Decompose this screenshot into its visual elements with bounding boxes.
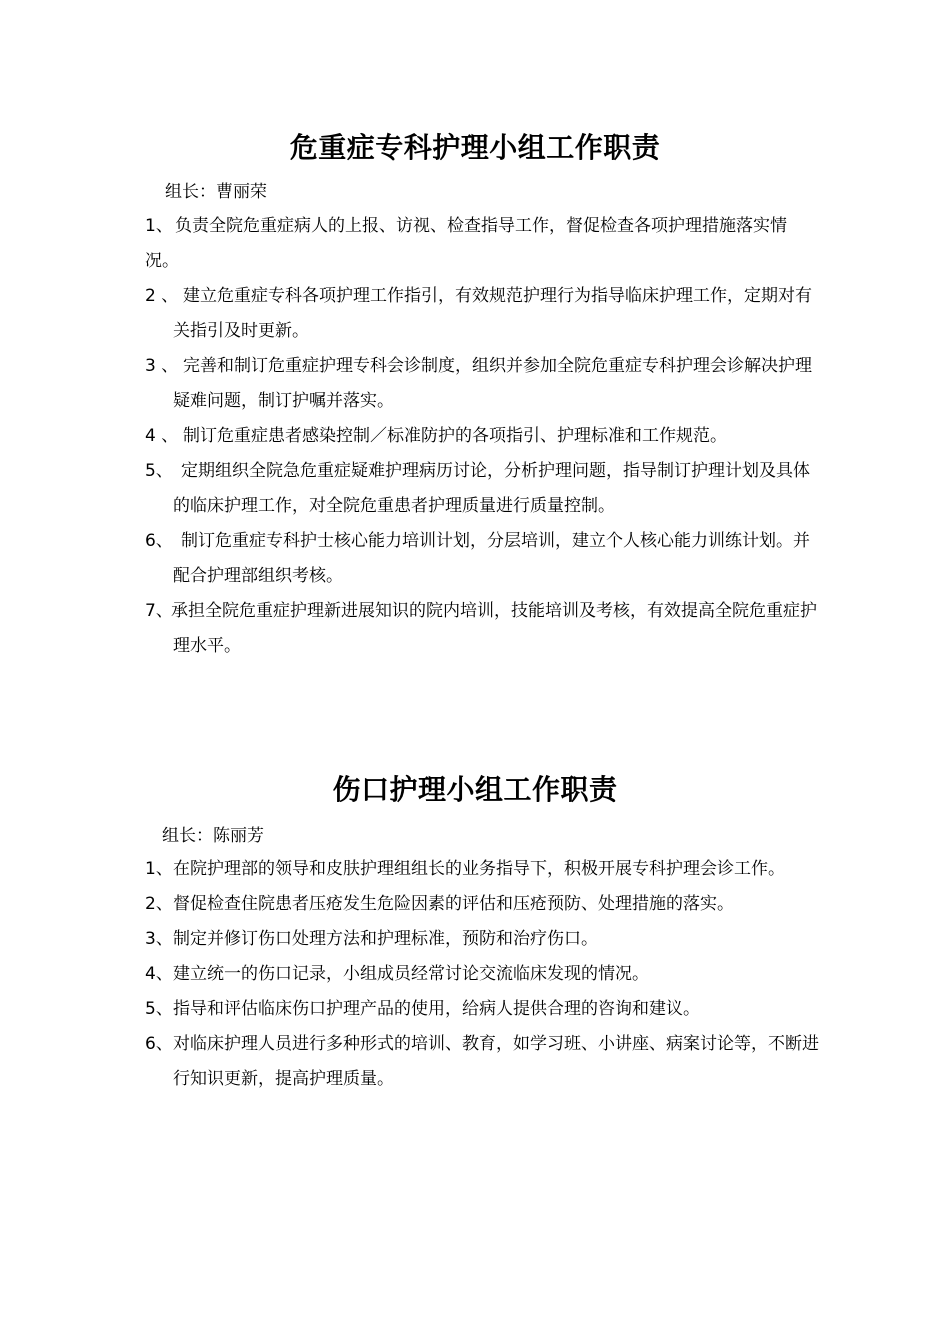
item-text: 制订危重症专科护士核心能力培训计划，分层培训，建立个人核心能力训练计划。并配合护理部组织考核。 xyxy=(173,531,810,586)
item-text: 指导和评估临床伤口护理产品的使用，给病人提供合理的咨询和建议。 xyxy=(173,999,700,1019)
critical-care-section xyxy=(0,130,950,664)
item-text: 督促检查住院患者压疮发生危险因素的评估和压疮预防、处理措施的落实。 xyxy=(173,894,734,914)
duty-item xyxy=(145,279,820,349)
duty-item xyxy=(145,349,820,419)
item-text: 承担全院危重症护理新进展知识的院内培训，技能培训及考核，有效提高全院危重症护理水平。 xyxy=(171,601,817,656)
item-number: 5、 xyxy=(145,999,173,1019)
team-leader: 组长：曹丽荣 xyxy=(165,182,267,202)
team-leader: 组长：陈丽芳 xyxy=(162,826,264,846)
item-number: 2 、 xyxy=(145,286,179,306)
duty-list xyxy=(145,209,820,664)
item-number: 4、 xyxy=(145,964,173,984)
duty-item xyxy=(145,209,820,279)
item-number: 2、 xyxy=(145,894,173,914)
item-number: 1、 xyxy=(145,216,173,236)
item-number: 1、 xyxy=(145,859,173,879)
item-number: 3 、 xyxy=(145,356,179,376)
duty-item xyxy=(145,992,820,1027)
item-text: 制定并修订伤口处理方法和护理标准，预防和治疗伤口。 xyxy=(173,929,598,949)
duty-item xyxy=(145,922,820,957)
item-number: 6、 xyxy=(145,1034,173,1054)
item-text: 建立统一的伤口记录，小组成员经常讨论交流临床发现的情况。 xyxy=(173,964,649,984)
duty-item xyxy=(145,957,820,992)
item-text: 制订危重症患者感染控制／标准防护的各项指引、护理标准和工作规范。 xyxy=(183,426,727,446)
duty-item xyxy=(145,524,820,594)
duty-item xyxy=(145,887,820,922)
section-title: 危重症专科护理小组工作职责 xyxy=(289,131,661,164)
item-text: 建立危重症专科各项护理工作指引，有效规范护理行为指导临床护理工作，定期对有关指引及时更新。 xyxy=(173,286,812,341)
duty-item xyxy=(145,419,820,454)
item-number: 6、 xyxy=(145,531,173,551)
duty-item xyxy=(145,454,820,524)
duty-list xyxy=(145,852,820,1097)
item-text: 对临床护理人员进行多种形式的培训、教育，如学习班、小讲座、病案讨论等，不断进行知识更新，提高护理质量。 xyxy=(173,1034,819,1089)
item-text: 定期组织全院急危重症疑难护理病历讨论，分析护理问题，指导制订护理计划及具体的临床护理工作，对全院危重患者护理质量进行质量控制。 xyxy=(173,461,810,516)
wound-care-section xyxy=(0,772,950,1097)
duty-item xyxy=(145,594,820,664)
duty-item xyxy=(145,1027,820,1097)
item-number: 7、 xyxy=(145,601,173,621)
duty-item xyxy=(145,852,820,887)
item-number: 3、 xyxy=(145,929,173,949)
item-text: 完善和制订危重症护理专科会诊制度，组织并参加全院危重症专科护理会诊解决护理疑难问题，制订护嘱并落实。 xyxy=(173,356,812,411)
item-text: 负责全院危重症病人的上报、访视、检查指导工作，督促检查各项护理措施落实情况。 xyxy=(145,216,787,271)
item-number: 5、 xyxy=(145,461,173,481)
item-text: 在院护理部的领导和皮肤护理组组长的业务指导下，积极开展专科护理会诊工作。 xyxy=(173,859,785,879)
item-number: 4 、 xyxy=(145,426,179,446)
section-title: 伤口护理小组工作职责 xyxy=(332,773,618,806)
